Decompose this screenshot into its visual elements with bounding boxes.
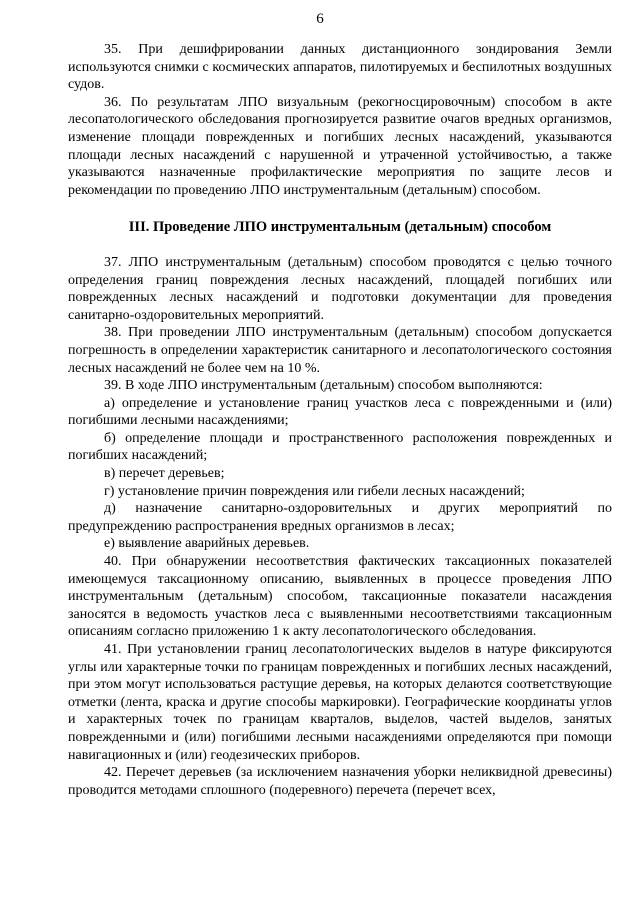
list-item-e: е) выявление аварийных деревьев. — [104, 536, 310, 552]
list-item-d: д) назначение санитарно-оздоровительных и других мероприятий по предупреждению распространения вредных организмов в лесах; — [68, 501, 612, 534]
paragraph-42: 42. Перечет деревьев (за исключением назначения уборки неликвидной древесины) проводится методами сплошного (подеревного) перечета (перечет всех, — [68, 765, 612, 798]
list-item-a: а) определение и установление границ участков леса с поврежденными и (или) погибшими лесными насаждениями; — [68, 395, 612, 429]
section-heading: III. Проведение ЛПО инструментальным (детальным) способом — [128, 219, 552, 236]
list-item-v: в) перечет деревьев; — [104, 466, 225, 482]
paragraph-38: 38. При проведении ЛПО инструментальным (детальным) способом допускается погрешность в определении характеристик санитарного и лесопатологического состояния лесных насаждений не более чем на 10 %. — [68, 325, 612, 376]
page-number: 6 — [316, 11, 324, 27]
paragraph-37: 37. ЛПО инструментальным (детальным) способом проводятся с целью точного определения границ повреждения лесных насаждений, площадей погибших или поврежденных лесных насаждений и подготовки документации для проведения санитарно-оздоровительных мероприятий. — [68, 254, 612, 323]
paragraph-39: 39. В ходе ЛПО инструментальным (детальным) способом выполняются: — [104, 378, 543, 394]
paragraph-35: 35. При дешифрировании данных дистанционного зондирования Земли используются снимки с космических аппаратов, пилотируемых и беспилотных воздушных судов. — [68, 42, 612, 93]
paragraph-41: 41. При установлении границ лесопатологических выделов в натуре фиксируются углы или характерные точки по границам поврежденных и погибших лесных насаждений, при этом могут использоваться растущие деревья, на которых делаются соответствующие отметки (лента, краска и другие способы маркировки). Географические координаты углов и характерных точек по границам кварталов, выделов, частей выделов, занятых поврежденными и (или) погибшими лесными насаждениями определяются при помощи навигационных и (или) геодезических приборов. — [68, 642, 612, 763]
list-item-g: г) установление причин повреждения или гибели лесных насаждений; — [104, 483, 525, 499]
paragraph-36: 36. По результатам ЛПО визуальным (рекогносцировочным) способом в акте лесопатологического обследования прогнозируется развитие очагов вредных организмов, изменение площади поврежденных и погибших лесных насаждений, указываются площади лесных насаждений с нарушенной и утраченной устойчивостью, а также указываются назначенные профилактические мероприятия по защите лесов и рекомендации по проведению ЛПО инструментальным (детальным) способом. — [68, 94, 612, 198]
list-item-b: б) определение площади и пространственного расположения поврежденных и погибших насаждений; — [68, 430, 612, 464]
paragraph-40: 40. При обнаружении несоответствия фактических таксационных показателей имеющемуся таксационному описанию, выявленных в процессе проведения ЛПО инструментальным (детальным) способом, таксационные показатели насаждения заносятся в ведомость участков леса с выявленными несоответствиями таксационным описаниям согласно приложению 1 к акту лесопатологического обследования. — [68, 554, 612, 640]
document-body — [68, 41, 612, 799]
